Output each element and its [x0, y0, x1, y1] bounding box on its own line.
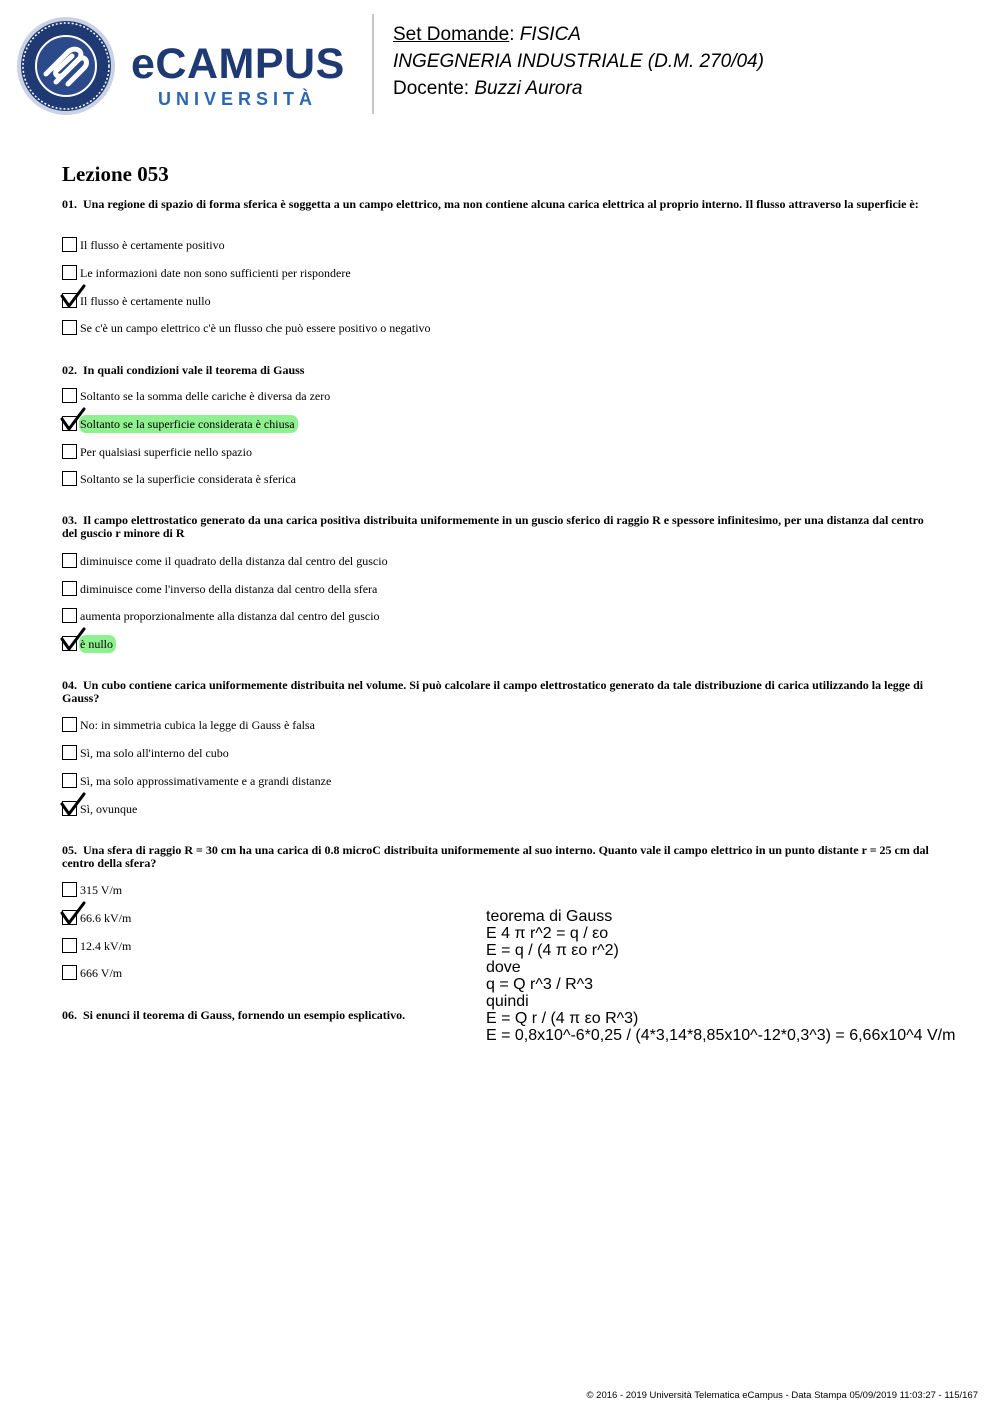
- question-text: Una sfera di raggio R = 30 cm ha una carica di 0.8 microC distribuita uniformemente al suo interno. Quanto vale il campo elettrico in un punto distante r = 25 cm dal centro della sfera?: [62, 843, 929, 870]
- set-label: Set Domande: [393, 24, 510, 45]
- note-line: E = Q r / (4 π εo R^3): [486, 1010, 639, 1027]
- note-line: E = q / (4 π εo r^2): [486, 942, 619, 959]
- question-number: 03.: [62, 513, 77, 527]
- answer-checkbox[interactable]: [62, 608, 77, 623]
- answer-checkbox[interactable]: [62, 773, 77, 788]
- answer-text: Soltanto se la somma delle cariche è diversa da zero: [80, 389, 331, 403]
- answer-checkbox[interactable]: [62, 938, 77, 953]
- lesson-title: Lezione 053: [62, 162, 169, 186]
- answer-text: Se c'è un campo elettrico c'è un flusso che può essere positivo o negativo: [80, 321, 431, 335]
- note-line: dove: [486, 959, 521, 976]
- brand-subtitle: UNIVERSITÀ: [158, 89, 318, 109]
- answer-text: Sì, ma solo approssimativamente e a grandi distanze: [80, 774, 332, 788]
- answer-text: Soltanto se la superficie considerata è chiusa: [79, 415, 298, 433]
- answer-checkbox[interactable]: [62, 388, 77, 403]
- answer-checkbox[interactable]: [62, 265, 77, 280]
- answer-checkbox[interactable]: [62, 965, 77, 980]
- question-3: [62, 514, 942, 540]
- subject: FISICA: [519, 24, 581, 45]
- question-number: 06.: [62, 1008, 77, 1022]
- answer-text: diminuisce come l'inverso della distanza dal centro della sfera: [80, 582, 378, 596]
- checkmark-icon: [60, 626, 88, 654]
- answer-checkbox[interactable]: [62, 553, 77, 568]
- answer-text: aumenta proporzionalmente alla distanza dal centro del guscio: [80, 609, 380, 623]
- question-4: [62, 679, 942, 705]
- question-text: Un cubo contiene carica uniformemente distribuita nel volume. Si può calcolare il campo elettrostatico generato da tale distribuzione di carica utilizzando la legge di Gauss?: [62, 678, 924, 705]
- answer-text: 66.6 kV/m: [80, 911, 132, 925]
- answer-text: Per qualsiasi superficie nello spazio: [80, 445, 252, 459]
- page-footer: © 2016 - 2019 Università Telematica eCampus - Data Stampa 05/09/2019 11:03:27 - 115/167: [586, 1390, 978, 1401]
- answer-text: è nullo: [79, 635, 116, 653]
- answer-checkbox[interactable]: [62, 237, 77, 252]
- note-line: teorema di Gauss: [486, 908, 613, 925]
- question-text: Il campo elettrostatico generato da una carica positiva distribuita uniformemente in un guscio sferico di raggio R e spessore infinitesimo, per una distanza dal centro del guscio r minore di R: [62, 513, 924, 540]
- checkmark-icon: [60, 791, 88, 819]
- docente-label: Docente:: [393, 78, 475, 99]
- answer-text: Le informazioni date non sono sufficienti per rispondere: [80, 266, 351, 280]
- answer-checkbox[interactable]: [62, 717, 77, 732]
- answer-checkbox[interactable]: [62, 444, 77, 459]
- answer-text: 666 V/m: [80, 966, 123, 980]
- question-text: Si enunci il teorema di Gauss, fornendo un esempio esplicativo.: [83, 1008, 406, 1022]
- note-line: q = Q r^3 / R^3: [486, 976, 594, 993]
- answer-text: No: in simmetria cubica la legge di Gauss è falsa: [80, 718, 315, 732]
- brand-name: eCAMPUS: [131, 40, 345, 88]
- question-6: [62, 1009, 462, 1022]
- question-text: Una regione di spazio di forma sferica è soggetta a un campo elettrico, ma non contiene alcuna carica elettrica al proprio interno. Il flusso attraverso la superficie è:: [83, 197, 919, 211]
- answer-text: Il flusso è certamente positivo: [80, 238, 225, 252]
- header-divider: [372, 14, 374, 114]
- question-2: [62, 364, 942, 377]
- handwritten-notes: [486, 908, 955, 1044]
- answer-checkbox[interactable]: [62, 471, 77, 486]
- answer-text: Il flusso è certamente nullo: [80, 294, 211, 308]
- answer-checkbox[interactable]: [62, 320, 77, 335]
- set-separator: :: [509, 24, 520, 45]
- answer-checkbox[interactable]: [62, 581, 77, 596]
- checkmark-icon: [60, 283, 88, 311]
- note-line: E = 0,8x10^-6*0,25 / (4*3,14*8,85x10^-12*0,3^3) = 6,66x10^4 V/m: [486, 1027, 956, 1044]
- answer-text: Soltanto se la superficie considerata è sferica: [80, 472, 296, 486]
- answer-text: Sì, ovunque: [80, 802, 138, 816]
- note-line: quindi: [486, 993, 529, 1010]
- checkmark-icon: [60, 406, 88, 434]
- answer-text: diminuisce come il quadrato della distanza dal centro del guscio: [80, 554, 388, 568]
- question-number: 01.: [62, 197, 77, 211]
- header-course-line: [393, 49, 764, 75]
- question-5: [62, 844, 942, 870]
- checkmark-icon: [60, 900, 88, 928]
- answer-checkbox[interactable]: [62, 882, 77, 897]
- docente: Buzzi Aurora: [474, 78, 583, 99]
- course: INGEGNERIA INDUSTRIALE (D.M. 270/04): [393, 51, 764, 72]
- question-1: [62, 198, 942, 211]
- ecampus-wordmark: [131, 42, 356, 112]
- header-docente-line: [393, 76, 582, 102]
- ecampus-seal-logo: [16, 16, 116, 116]
- question-text: In quali condizioni vale il teorema di Gauss: [83, 363, 305, 377]
- answer-checkbox[interactable]: [62, 745, 77, 760]
- answer-text: 12.4 kV/m: [80, 939, 132, 953]
- question-number: 04.: [62, 678, 77, 692]
- answer-text: Sì, ma solo all'interno del cubo: [80, 746, 229, 760]
- answer-text: 315 V/m: [80, 883, 123, 897]
- header-set-line: [393, 22, 581, 48]
- question-number: 02.: [62, 363, 77, 377]
- question-number: 05.: [62, 843, 77, 857]
- note-line: E 4 π r^2 = q / εo: [486, 925, 609, 942]
